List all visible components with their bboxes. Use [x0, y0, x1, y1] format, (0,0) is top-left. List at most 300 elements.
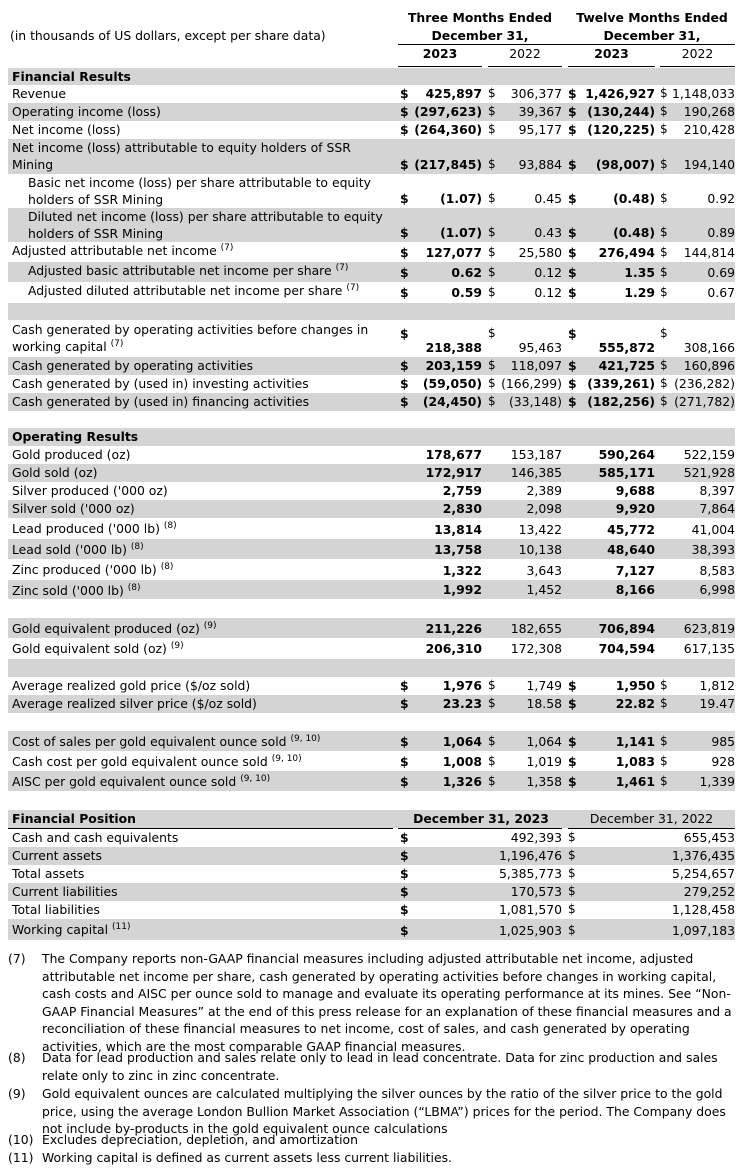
footnote-text: Gold equivalent ounces are calculated multiplying the silver ounces by the ratio of the silver price to the gold price, using the average London Bullion Market Association (“LBMA”) prices for the period. The Company does not include by-products in the gold equivalent ounce calculations — [42, 1086, 726, 1136]
value-cell: 127,077 — [425, 245, 482, 260]
currency-symbol: $ — [488, 104, 496, 118]
currency-symbol: $ — [488, 734, 496, 748]
footnote-key: (11) — [8, 1150, 34, 1165]
value-cell: (1.07) — [440, 225, 482, 240]
currency-symbol: $ — [660, 104, 668, 118]
table-row — [8, 121, 735, 139]
value-cell: 41,004 — [691, 522, 735, 537]
header-three-months: Three Months Ended — [407, 10, 553, 25]
currency-symbol: $ — [568, 245, 577, 260]
value-cell: (339,261) — [587, 376, 655, 391]
currency-symbol: $ — [400, 326, 409, 341]
footnote-text: Working capital is defined as current assets less current liabilities. — [42, 1150, 452, 1165]
table-caption: (in thousands of US dollars, except per share data) — [10, 28, 326, 43]
currency-symbol: $ — [660, 86, 668, 100]
value-cell: 1.35 — [624, 265, 655, 280]
value-cell: (120,225) — [587, 122, 655, 137]
row-label: Basic net income (loss) per share attributable to equity holders of SSR Mining — [28, 175, 371, 207]
table-row — [8, 85, 735, 103]
value-cell: 1,064 — [526, 734, 562, 749]
footnote — [8, 950, 738, 1055]
footnote-key: (9) — [8, 1086, 26, 1101]
value-cell: 1,064 — [442, 734, 482, 749]
section-financial-results — [8, 68, 735, 85]
value-cell: 194,140 — [683, 157, 735, 172]
year-2022-q: 2022 — [509, 46, 541, 61]
footnote-ref: (9, 10) — [240, 774, 271, 784]
row-label: Adjusted diluted attributable net income per share $^{(7)}$ — [28, 283, 360, 298]
row-label: Gold produced (oz) — [12, 447, 131, 462]
spacer-row — [8, 659, 735, 677]
currency-symbol: $ — [568, 866, 576, 880]
value-cell: 585,171 — [598, 465, 655, 480]
currency-symbol: $ — [400, 394, 409, 409]
row-label: Net income (loss) attributable to equity holders of SSR Mining — [12, 140, 351, 172]
value-cell: 1,358 — [526, 774, 562, 789]
currency-symbol: $ — [488, 157, 496, 171]
value-cell: 5,385,773 — [498, 866, 562, 881]
currency-symbol: $ — [488, 376, 496, 390]
currency-symbol: $ — [400, 358, 409, 373]
currency-symbol: $ — [568, 848, 576, 862]
value-cell: 1,976 — [442, 678, 482, 693]
currency-symbol: $ — [488, 122, 496, 136]
value-cell: 2,759 — [442, 483, 482, 498]
value-cell: 1,141 — [615, 734, 655, 749]
value-cell: 8,397 — [699, 483, 735, 498]
row-label: Zinc sold ('000 lb) $^{(8)}$ — [12, 583, 141, 598]
row-label: Current assets — [12, 848, 102, 863]
value-cell: 492,393 — [510, 830, 562, 845]
value-cell: 706,894 — [598, 621, 655, 636]
footnote-key: (7) — [8, 951, 26, 966]
value-cell: 555,872 — [598, 340, 655, 355]
currency-symbol: $ — [400, 884, 409, 899]
currency-symbol: $ — [568, 285, 577, 300]
row-label: Cost of sales per gold equivalent ounce sold $^{(9, 10)}$ — [12, 734, 321, 749]
currency-symbol: $ — [568, 774, 577, 789]
value-cell: 7,864 — [699, 501, 735, 516]
table-row — [8, 242, 735, 262]
value-cell: 23.23 — [442, 696, 482, 711]
section-operating-results — [8, 428, 735, 446]
currency-symbol: $ — [488, 245, 496, 259]
table-row — [8, 559, 735, 580]
currency-symbol: $ — [488, 225, 496, 239]
footnote — [8, 1049, 738, 1084]
row-label: Average realized silver price ($/oz sold) — [12, 696, 257, 711]
value-cell: 190,268 — [683, 104, 735, 119]
value-cell: 2,830 — [442, 501, 482, 516]
footnote-ref: (9) — [203, 621, 217, 631]
value-cell: 2,389 — [526, 483, 562, 498]
value-cell: 590,264 — [598, 447, 655, 462]
value-cell: 146,385 — [510, 465, 562, 480]
currency-symbol: $ — [400, 923, 409, 938]
currency-symbol: $ — [488, 754, 496, 768]
footnote-ref: (7) — [220, 243, 234, 253]
table-row — [8, 375, 735, 393]
table-row — [8, 677, 735, 695]
value-cell: 22.82 — [615, 696, 655, 711]
value-cell: 170,573 — [510, 884, 562, 899]
table-row — [8, 919, 735, 940]
table-row — [8, 865, 735, 883]
table-row — [8, 539, 735, 559]
header-twelve-months-date: December 31, — [603, 28, 701, 43]
footnote-key: (8) — [8, 1050, 26, 1065]
row-label: Total liabilities — [12, 902, 100, 917]
value-cell: 203,159 — [425, 358, 482, 373]
currency-symbol: $ — [488, 191, 496, 205]
value-cell: (130,244) — [587, 104, 655, 119]
value-cell: 279,252 — [683, 884, 735, 899]
row-label: Operating income (loss) — [12, 104, 161, 119]
currency-symbol: $ — [568, 902, 576, 916]
table-row — [8, 446, 735, 464]
table-row — [8, 695, 735, 713]
row-label: Silver produced ('000 oz) — [12, 483, 168, 498]
value-cell: 0.69 — [707, 265, 735, 280]
currency-symbol: $ — [660, 191, 668, 205]
currency-symbol: $ — [568, 394, 577, 409]
currency-symbol: $ — [660, 754, 668, 768]
currency-symbol: $ — [400, 122, 409, 137]
value-cell: 521,928 — [683, 465, 735, 480]
value-cell: 172,917 — [425, 465, 482, 480]
currency-symbol: $ — [568, 754, 577, 769]
row-label: Current liabilities — [12, 884, 118, 899]
footnote — [8, 1131, 738, 1149]
value-cell: (166,299) — [501, 376, 562, 391]
value-cell: 1,950 — [615, 678, 655, 693]
value-cell: (217,845) — [414, 157, 482, 172]
value-cell: (0.48) — [613, 191, 655, 206]
currency-symbol: $ — [400, 830, 409, 845]
value-cell: 9,688 — [615, 483, 655, 498]
row-label: Zinc produced ('000 lb) $^{(8)}$ — [12, 562, 174, 577]
currency-symbol: $ — [488, 678, 496, 692]
value-cell: 928 — [711, 754, 735, 769]
currency-symbol: $ — [568, 225, 577, 240]
header-three-months-date: December 31, — [431, 28, 529, 43]
table-row — [8, 139, 735, 174]
currency-symbol: $ — [568, 884, 576, 898]
value-cell: 93,884 — [518, 157, 562, 172]
underline — [660, 66, 735, 67]
value-cell: 160,896 — [683, 358, 735, 373]
footnote-ref: (8) — [163, 521, 177, 531]
value-cell: 1,196,476 — [498, 848, 562, 863]
value-cell: 38,393 — [691, 542, 735, 557]
footnote-text: Data for lead production and sales relate only to lead in lead concentrate. Data for zinc production and sales relate only to zinc in zinc concentrate. — [42, 1050, 718, 1083]
section-financial-position — [8, 810, 735, 828]
row-label: Cash generated by (used in) financing activities — [12, 394, 310, 409]
currency-symbol: $ — [568, 678, 577, 693]
value-cell: 25,580 — [518, 245, 562, 260]
footnote-ref: (8) — [127, 583, 141, 593]
value-cell: 704,594 — [598, 641, 655, 656]
currency-symbol: $ — [660, 245, 668, 259]
value-cell: 45,772 — [607, 522, 655, 537]
table-row — [8, 174, 735, 208]
row-label: Cash and cash equivalents — [12, 830, 179, 845]
value-cell: (236,282) — [674, 376, 735, 391]
value-cell: 1,376,435 — [671, 848, 735, 863]
currency-symbol: $ — [400, 157, 409, 172]
value-cell: 0.43 — [534, 225, 562, 240]
footnote-ref: (7) — [110, 339, 124, 349]
table-row — [8, 464, 735, 482]
footnote-ref: (9, 10) — [271, 754, 302, 764]
currency-symbol: $ — [488, 285, 496, 299]
value-cell: 0.12 — [534, 265, 562, 280]
year-2022-y: 2022 — [681, 46, 714, 61]
value-cell: 276,494 — [598, 245, 655, 260]
value-cell: 306,377 — [510, 86, 562, 101]
row-label: Total assets — [12, 866, 85, 881]
value-cell: 1,128,458 — [671, 902, 735, 917]
footnote-ref: (8) — [160, 562, 174, 572]
value-cell: (264,360) — [414, 122, 482, 137]
currency-symbol: $ — [400, 848, 409, 863]
value-cell: 1,025,903 — [498, 923, 562, 938]
value-cell: 1,148,033 — [671, 86, 735, 101]
value-cell: 8,583 — [699, 563, 735, 578]
currency-symbol: $ — [400, 376, 409, 391]
value-cell: 95,177 — [518, 122, 562, 137]
table-row — [8, 771, 735, 791]
value-cell: 5,254,657 — [671, 866, 735, 881]
table-row — [8, 482, 735, 500]
value-cell: 13,758 — [434, 542, 482, 557]
row-label: Adjusted basic attributable net income per share $^{(7)}$ — [28, 263, 349, 278]
row-label: Gold sold (oz) — [12, 465, 98, 480]
currency-symbol: $ — [400, 245, 409, 260]
value-cell: (33,148) — [508, 394, 562, 409]
currency-symbol: $ — [488, 326, 496, 340]
value-cell: 1,749 — [526, 678, 562, 693]
value-cell: 1,019 — [526, 754, 562, 769]
currency-symbol: $ — [568, 923, 576, 937]
value-cell: (0.48) — [613, 225, 655, 240]
value-cell: 1,339 — [699, 774, 735, 789]
section-title: Financial Results — [12, 69, 131, 84]
footnote-text: Excludes depreciation, depletion, and amortization — [42, 1132, 358, 1147]
row-label: Cash generated by operating activities — [12, 358, 254, 373]
row-label: Diluted net income (loss) per share attributable to equity holders of SSR Mining — [28, 209, 383, 241]
currency-symbol: $ — [568, 191, 577, 206]
row-label: Cash generated by (used in) investing activities — [12, 376, 309, 391]
column-header-2022: December 31, 2022 — [589, 811, 714, 826]
currency-symbol: $ — [660, 734, 668, 748]
value-cell: 10,138 — [518, 542, 562, 557]
value-cell: 48,640 — [607, 542, 655, 557]
value-cell: 2,098 — [526, 501, 562, 516]
row-label: AISC per gold equivalent ounce sold $^{(9, 10)}$ — [12, 774, 271, 789]
currency-symbol: $ — [660, 157, 668, 171]
row-label: Cash cost per gold equivalent ounce sold $^{(9, 10)}$ — [12, 754, 302, 769]
value-cell: 1,083 — [615, 754, 655, 769]
currency-symbol: $ — [660, 696, 668, 710]
value-cell: 1,081,570 — [498, 902, 562, 917]
currency-symbol: $ — [488, 265, 496, 279]
value-cell: 1,008 — [442, 754, 482, 769]
value-cell: 19.47 — [699, 696, 735, 711]
currency-symbol: $ — [568, 104, 577, 119]
currency-symbol: $ — [488, 358, 496, 372]
value-cell: 655,453 — [683, 830, 735, 845]
table-row — [8, 618, 735, 638]
value-cell: 211,226 — [425, 621, 482, 636]
currency-symbol: $ — [400, 734, 409, 749]
currency-symbol: $ — [400, 225, 409, 240]
value-cell: 1,992 — [442, 582, 482, 597]
table-row — [8, 500, 735, 518]
value-cell: 178,677 — [425, 447, 482, 462]
value-cell: (182,256) — [587, 394, 655, 409]
value-cell: 13,814 — [434, 522, 482, 537]
currency-symbol: $ — [400, 104, 409, 119]
value-cell: (297,623) — [414, 104, 482, 119]
currency-symbol: $ — [568, 265, 577, 280]
table-row — [8, 580, 735, 599]
value-cell: (59,050) — [422, 376, 482, 391]
footnote-ref: (7) — [346, 283, 360, 293]
table-row — [8, 751, 735, 771]
currency-symbol: $ — [400, 754, 409, 769]
footnote-ref: (7) — [335, 263, 349, 273]
value-cell: (98,007) — [595, 157, 655, 172]
year-2023-q: 2023 — [422, 46, 458, 61]
table-row — [8, 829, 735, 847]
currency-symbol: $ — [568, 122, 577, 137]
value-cell: 9,920 — [615, 501, 655, 516]
value-cell: (1.07) — [440, 191, 482, 206]
row-label: Average realized gold price ($/oz sold) — [12, 678, 251, 693]
value-cell: 985 — [711, 734, 735, 749]
value-cell: 1,322 — [442, 563, 482, 578]
row-label: Cash generated by operating activities before changes in working capital $^{(7)}$ — [12, 322, 369, 354]
value-cell: 13,422 — [518, 522, 562, 537]
value-cell: 1,812 — [699, 678, 735, 693]
table-row — [8, 282, 735, 302]
footnote — [8, 1085, 738, 1138]
year-2023-y: 2023 — [594, 46, 629, 61]
currency-symbol: $ — [660, 265, 668, 279]
currency-symbol: $ — [400, 902, 409, 917]
value-cell: 210,428 — [683, 122, 735, 137]
currency-symbol: $ — [568, 376, 577, 391]
underline — [398, 66, 482, 67]
footnote-ref: (9, 10) — [290, 734, 321, 744]
value-cell: 0.67 — [707, 285, 735, 300]
currency-symbol: $ — [400, 678, 409, 693]
underline — [488, 66, 562, 67]
value-cell: 39,367 — [518, 104, 562, 119]
row-label: Adjusted attributable net income $^{(7)}$ — [12, 243, 234, 258]
table-row — [8, 208, 735, 242]
currency-symbol: $ — [660, 285, 668, 299]
currency-symbol: $ — [660, 774, 668, 788]
row-label: Silver sold ('000 oz) — [12, 501, 135, 516]
currency-symbol: $ — [568, 358, 577, 373]
section-title: Operating Results — [12, 429, 139, 444]
currency-symbol: $ — [568, 157, 577, 172]
value-cell: 3,643 — [526, 563, 562, 578]
value-cell: 0.92 — [707, 191, 735, 206]
currency-symbol: $ — [660, 678, 668, 692]
currency-symbol: $ — [660, 376, 668, 390]
footnote-ref: (8) — [130, 542, 144, 552]
value-cell: (271,782) — [674, 394, 735, 409]
currency-symbol: $ — [660, 122, 668, 136]
value-cell: 0.89 — [707, 225, 735, 240]
value-cell: 172,308 — [510, 641, 562, 656]
section-title: Financial Position — [12, 811, 136, 826]
header-twelve-months: Twelve Months Ended — [576, 10, 728, 25]
row-label: Gold equivalent sold (oz) $^{(9)}$ — [12, 641, 184, 656]
value-cell: 0.45 — [534, 191, 562, 206]
table-row — [8, 393, 735, 411]
value-cell: 1,452 — [526, 582, 562, 597]
value-cell: 18.58 — [526, 696, 562, 711]
row-label: Lead sold ('000 lb) $^{(8)}$ — [12, 542, 144, 557]
currency-symbol: $ — [660, 326, 668, 340]
currency-symbol: $ — [568, 830, 576, 844]
currency-symbol: $ — [568, 734, 577, 749]
currency-symbol: $ — [400, 285, 409, 300]
underline — [568, 66, 655, 67]
row-label: Net income (loss) — [12, 122, 121, 137]
table-row — [8, 901, 735, 919]
value-cell: 206,310 — [425, 641, 482, 656]
value-cell: 6,998 — [699, 582, 735, 597]
value-cell: 522,159 — [683, 447, 735, 462]
currency-symbol: $ — [568, 326, 577, 341]
value-cell: 0.62 — [451, 265, 482, 280]
currency-symbol: $ — [400, 774, 409, 789]
value-cell: 1,461 — [615, 774, 655, 789]
currency-symbol: $ — [400, 191, 409, 206]
value-cell: 182,655 — [510, 621, 562, 636]
table-row — [8, 731, 735, 751]
currency-symbol: $ — [660, 225, 668, 239]
footnote — [8, 1149, 738, 1167]
value-cell: 0.59 — [451, 285, 482, 300]
table-row — [8, 518, 735, 539]
currency-symbol: $ — [400, 86, 409, 101]
value-cell: (24,450) — [422, 394, 482, 409]
value-cell: 7,127 — [615, 563, 655, 578]
value-cell: 1,097,183 — [671, 923, 735, 938]
table-row — [8, 321, 735, 357]
value-cell: 118,097 — [510, 358, 562, 373]
row-label: Revenue — [12, 86, 66, 101]
value-cell: 153,187 — [510, 447, 562, 462]
row-label: Working capital $^{(11)}$ — [12, 922, 131, 937]
table-row — [8, 638, 735, 658]
footnote-text: The Company reports non-GAAP financial measures including adjusted attributable net income, adjusted attributable net income per share, cash generated by operating activities before changes in working capital, cash costs and AISC per ounce sold to manage and evaluate its operating performance at its mines. See “Non-GAAP Financial Measures” at the end of this press release for an explanation of these financial measures and a reconciliation of these financial measures to net income, cost of sales, and cash generated by operating activities, which are the most comparable GAAP financial measures. — [42, 951, 732, 1054]
value-cell: 617,135 — [683, 641, 735, 656]
value-cell: 218,388 — [425, 340, 482, 355]
footnote-key: (10) — [8, 1132, 34, 1147]
value-cell: 144,814 — [683, 245, 735, 260]
table-row — [8, 357, 735, 375]
currency-symbol: $ — [488, 774, 496, 788]
table-row — [8, 262, 735, 282]
value-cell: 1,326 — [442, 774, 482, 789]
